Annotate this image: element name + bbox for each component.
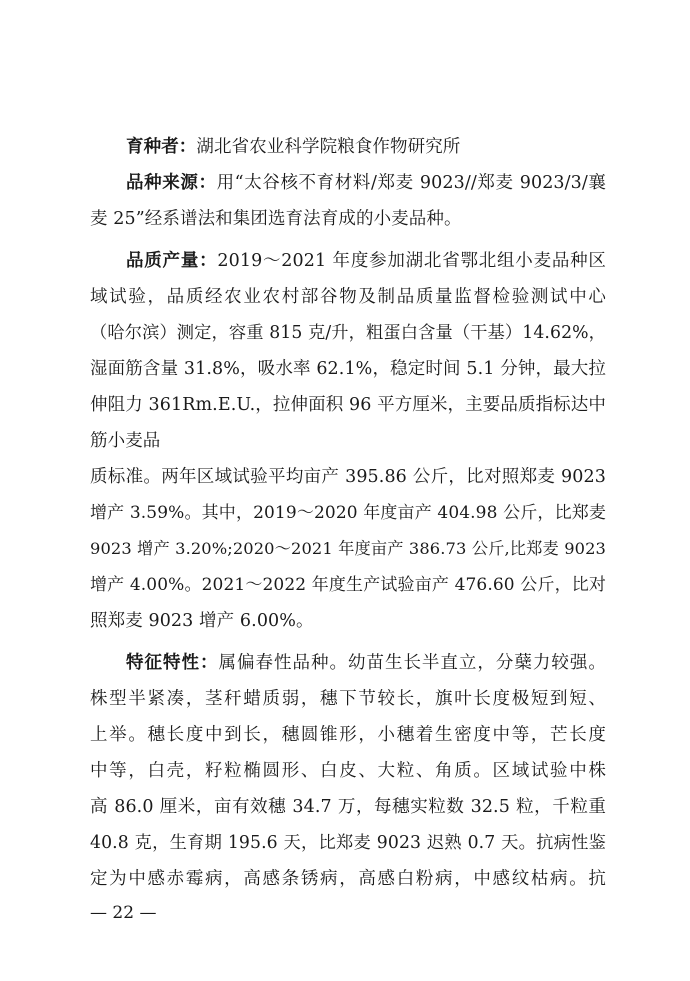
origin-label: 品种来源： (126, 173, 217, 193)
traits-line-7: 定为中感赤霉病，高感条锈病，高感白粉病，中感纹枯病。抗 (90, 869, 606, 889)
traits-line-3: 上举。穗长度中到长，穗圆锥形，小穗着生密度中等，芒长度 (90, 725, 606, 745)
quality-line-11: 照郑麦 9023 增产 6.00%。 (90, 611, 314, 631)
traits-line-6: 40.8 克，生育期 195.6 天，比郑麦 9023 迟熟 0.7 天。抗病性鉴 (90, 833, 606, 853)
traits-line-4: 中等，白壳，籽粒椭圆形、白皮、大粒、角质。区域试验中株 (90, 761, 606, 781)
traits-text-1: 属偏春性品种。幼苗生长半直立，分蘖力较强。 (218, 653, 606, 673)
origin-line-2: 麦 25”经系谱法和集团选育法育成的小麦品种。 (90, 209, 462, 229)
breeder-paragraph (126, 129, 460, 165)
quality-line-6: 筋小麦品 (90, 431, 161, 451)
traits-label: 特征特性： (126, 653, 219, 673)
breeder-text: 湖北省农业科学院粮食作物研究所 (196, 137, 461, 157)
traits-line-5: 高 86.0 厘米，亩有效穗 34.7 万，每穗实粒数 32.5 粒，千粒重 (90, 797, 606, 817)
quality-line-9: 9023 增产 3.20%;2020～2021 年度亩产 386.73 公斤,比郑麦 9023 (90, 539, 606, 558)
quality-line-4: 湿面筋含量 31.8%，吸水率 62.1%，稳定时间 5.1 分钟，最大拉 (90, 359, 606, 379)
traits-line-2: 株型半紧凑，茎秆蜡质弱，穗下节较长，旗叶长度极短到短、 (90, 689, 606, 709)
quality-line-1 (126, 243, 606, 279)
quality-text-1: 2019～2021 年度参加湖北省鄂北组小麦品种区 (217, 251, 607, 271)
quality-line-3: （哈尔滨）测定，容重 815 克/升，粗蛋白含量（干基）14.62%， (90, 323, 606, 343)
quality-line-2: 域试验，品质经农业农村部谷物及制品质量监督检验测试中心 (90, 287, 606, 307)
quality-line-10: 增产 4.00%。2021～2022 年度生产试验亩产 476.60 公斤，比对 (90, 575, 606, 595)
origin-text-1: 用“太谷核不育材料/郑麦 9023//郑麦 9023/3/襄 (216, 173, 607, 193)
quality-label: 品质产量： (126, 251, 218, 271)
page-number: — 22 — (90, 903, 157, 923)
quality-line-8: 增产 3.59%。其中，2019～2020 年度亩产 404.98 公斤，比郑麦 (90, 503, 606, 523)
quality-line-7: 质标准。两年区域试验平均亩产 395.86 公斤，比对照郑麦 9023 (90, 467, 606, 487)
origin-line-1 (126, 165, 606, 201)
quality-line-5: 伸阻力 361Rm.E.U.，拉伸面积 96 平方厘米，主要品质指标达中 (90, 395, 606, 415)
breeder-label: 育种者： (126, 137, 197, 157)
traits-line-1 (126, 645, 606, 681)
